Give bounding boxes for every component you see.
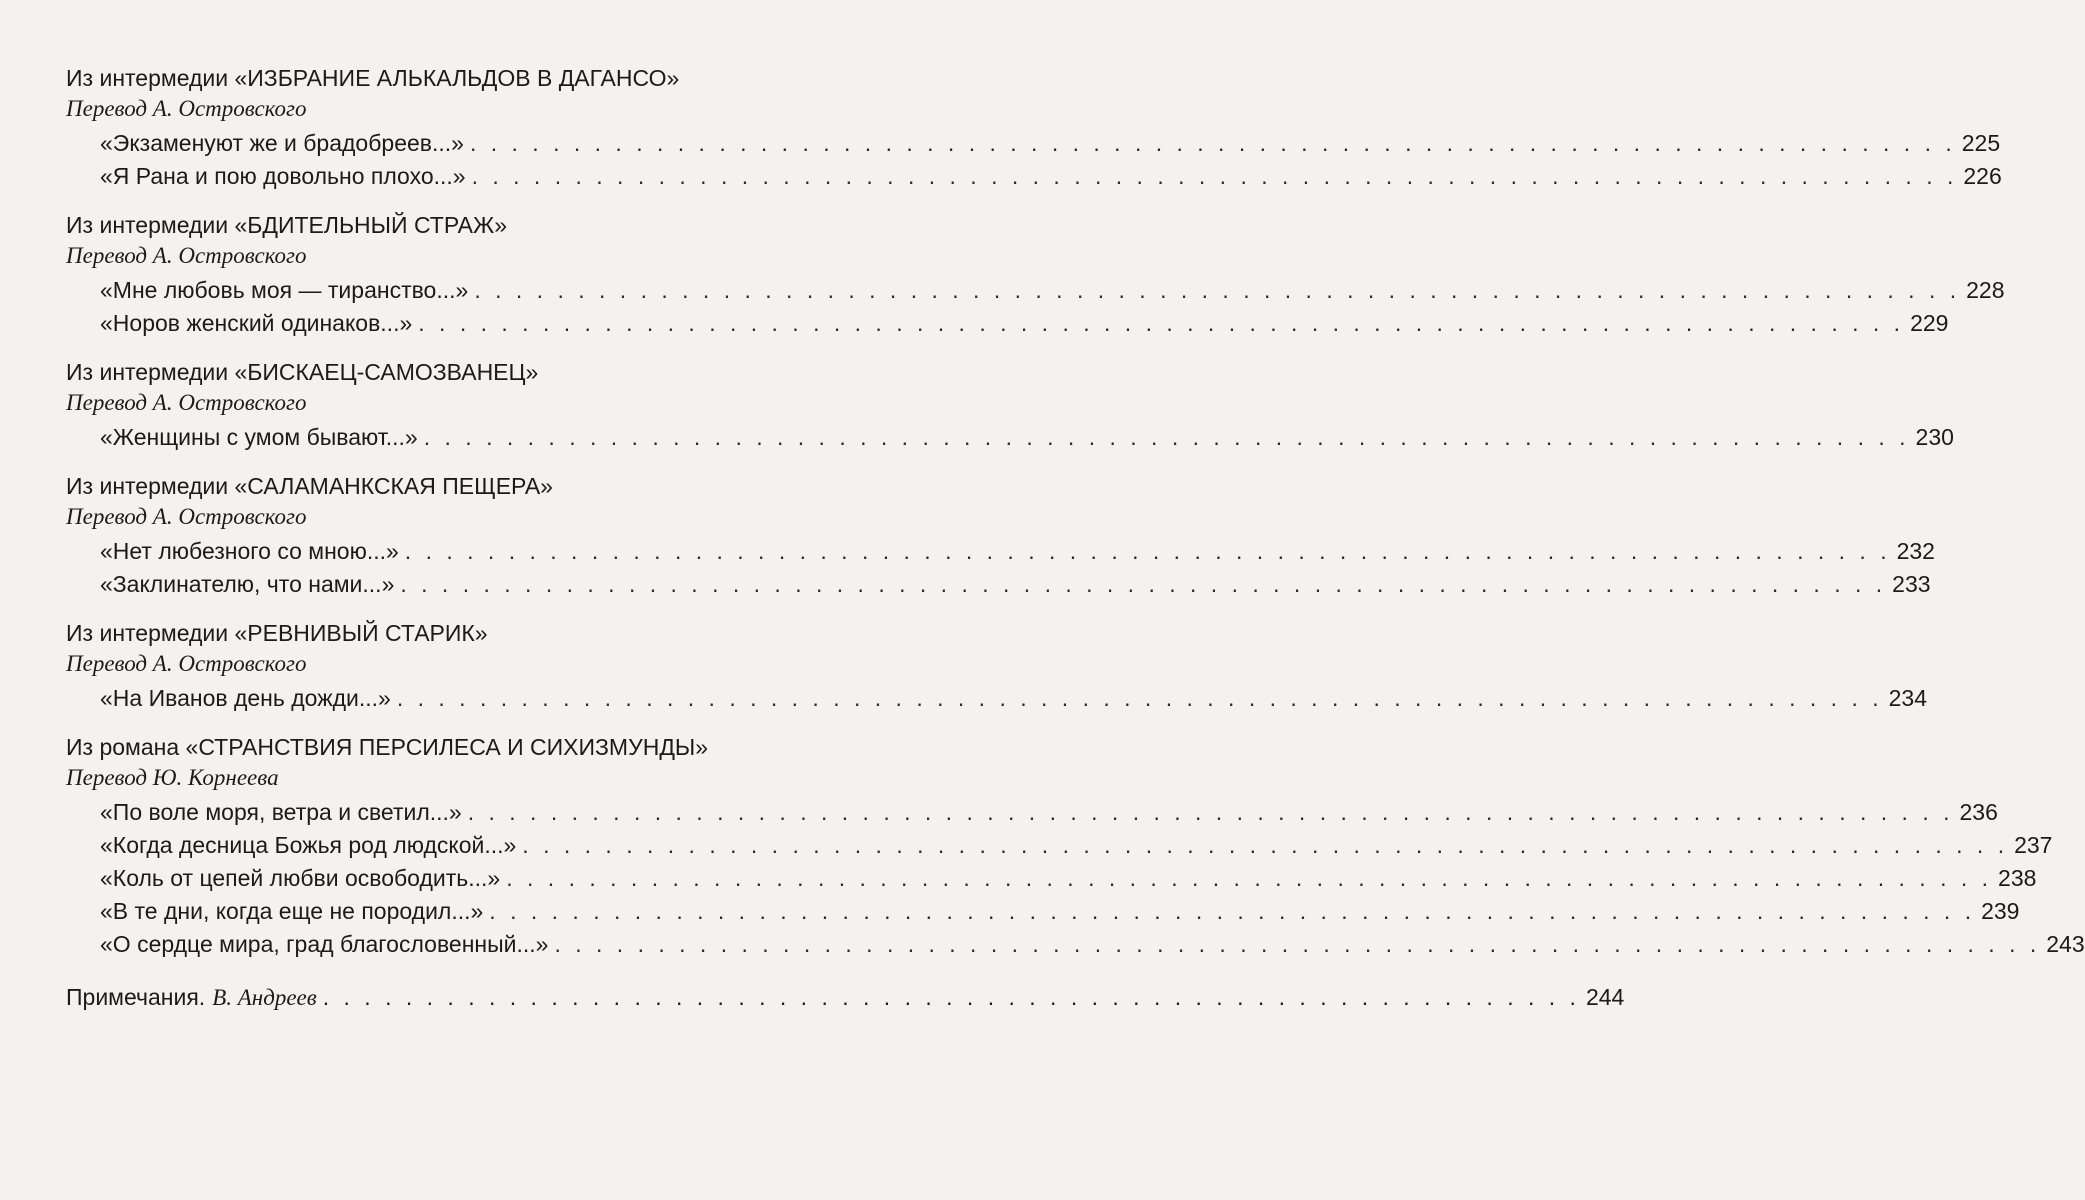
dot-leader <box>397 682 1883 715</box>
section-title: Из интермедии «САЛАМАНКСКАЯ ПЕЩЕРА» <box>66 473 553 499</box>
toc-entry <box>66 682 1927 715</box>
entry-page-number: 226 <box>1963 163 2002 189</box>
entry-title: «Коль от цепей любви освободить...» <box>100 865 501 891</box>
notes-label: Примечания. <box>66 984 206 1010</box>
toc-section <box>66 62 2002 193</box>
entry-title: «Мне любовь моя — тиранство...» <box>100 277 469 303</box>
toc-section <box>66 731 2085 961</box>
entry-title: «Нет любезного со мною...» <box>100 538 399 564</box>
dot-leader <box>468 796 1954 829</box>
dot-leader <box>400 568 1886 601</box>
toc-section <box>66 470 1935 601</box>
entry-page-number: 239 <box>1981 898 2020 924</box>
entry-title: «Экзаменуют же и брадобреев...» <box>100 130 464 156</box>
section-title: Из интермедии «БДИТЕЛЬНЫЙ СТРАЖ» <box>66 212 508 238</box>
toc-entry <box>66 796 1998 829</box>
dot-leader <box>470 127 1956 160</box>
toc-section <box>66 617 1927 715</box>
table-of-contents <box>66 62 2085 1014</box>
section-title: Из интермедии «РЕВНИВЫЙ СТАРИК» <box>66 620 488 646</box>
entry-title: «Я Рана и пою довольно плохо...» <box>100 163 466 189</box>
toc-section <box>66 356 1954 454</box>
entry-page-number: 228 <box>1966 277 2005 303</box>
entry-page-number: 229 <box>1910 310 1949 336</box>
dot-leader <box>554 928 2040 961</box>
toc-entry <box>66 307 1949 340</box>
toc-entry <box>66 862 2037 895</box>
entry-page-number: 225 <box>1961 130 2001 156</box>
toc-entry <box>66 274 2005 307</box>
toc-entry <box>66 829 2053 862</box>
entry-title: «По воле моря, ветра и светил...» <box>100 799 462 825</box>
section-title: Из интермедии «БИСКАЕЦ-САМОЗВАНЕЦ» <box>66 359 539 385</box>
entry-page-number: 237 <box>2014 832 2053 858</box>
dot-leader <box>474 274 1960 307</box>
entry-page-number: 230 <box>1915 424 1954 450</box>
dot-leader <box>506 862 1992 895</box>
entry-page-number: 234 <box>1888 685 1927 711</box>
entry-title: «О сердце мира, град благословенный...» <box>100 931 549 957</box>
translator-credit: Перевод Ю. Корнеева <box>66 765 279 790</box>
entry-title: «В те дни, когда еще не породил...» <box>100 898 484 924</box>
dot-leader <box>489 895 1975 928</box>
dot-leader <box>472 160 1958 193</box>
dot-leader: . . . . . . . . . . . . . . . . . . . . . . . . . . . . . . . . . . . . . . . . . . . . . . . . . . . . . . . . . . . . . <box>322 984 1580 1010</box>
notes-page-number: 244 <box>1585 984 1625 1010</box>
toc-entry <box>66 928 2085 961</box>
entry-page-number: 233 <box>1892 571 1931 597</box>
dot-leader <box>424 421 1910 454</box>
translator-credit: Перевод А. Островского <box>66 390 307 415</box>
toc-entry <box>66 127 2001 160</box>
toc-entry <box>66 568 1931 601</box>
translator-credit: Перевод А. Островского <box>66 243 307 268</box>
toc-entry <box>66 160 2002 193</box>
toc-entry <box>66 895 2020 928</box>
notes-author: В. Андреев <box>212 985 317 1010</box>
entry-title: «Когда десница Божья род людской...» <box>100 832 517 858</box>
notes-entry <box>66 981 1625 1014</box>
dot-leader <box>418 307 1904 340</box>
toc-section <box>66 209 2005 340</box>
translator-credit: Перевод А. Островского <box>66 504 307 529</box>
dot-leader <box>522 829 2008 862</box>
translator-credit: Перевод А. Островского <box>66 651 307 676</box>
entry-title: «Женщины с умом бывают...» <box>100 424 418 450</box>
entry-page-number: 232 <box>1896 538 1935 564</box>
entry-page-number: 238 <box>1998 865 2037 891</box>
toc-entry <box>66 421 1954 454</box>
translator-credit: Перевод А. Островского <box>66 96 307 121</box>
section-title: Из романа «СТРАНСТВИЯ ПЕРСИЛЕСА И СИХИЗМУНДЫ» <box>66 734 709 760</box>
toc-entry <box>66 535 1935 568</box>
dot-leader <box>405 535 1891 568</box>
section-title: Из интермедии «ИЗБРАНИЕ АЛЬКАЛЬДОВ В ДАГАНСО» <box>66 65 680 91</box>
entry-title: «Заклинателю, что нами...» <box>100 571 395 597</box>
entry-page-number: 243 <box>2046 931 2085 957</box>
entry-page-number: 236 <box>1959 799 1998 825</box>
entry-title: «На Иванов день дожди...» <box>100 685 391 711</box>
entry-title: «Норов женский одинаков...» <box>100 310 413 336</box>
